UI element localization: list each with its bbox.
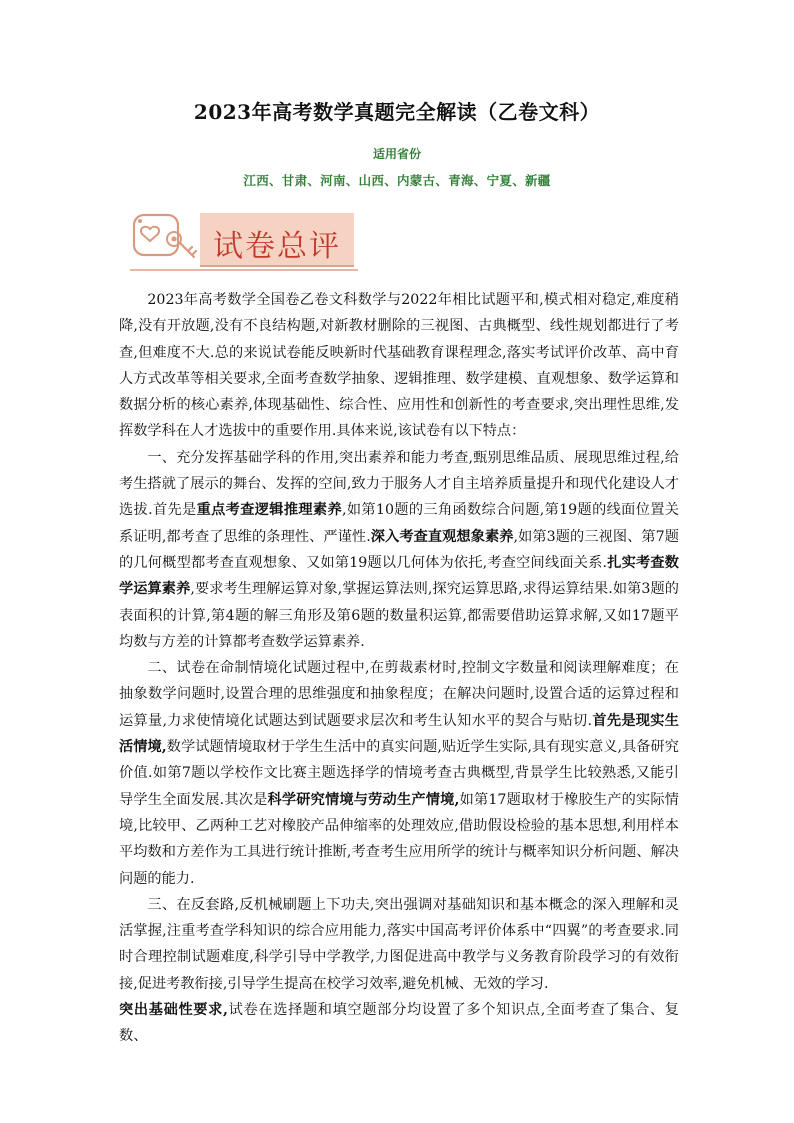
section-banner [130, 207, 360, 269]
provinces-list: 江西、甘肃、河南、山西、内蒙古、青海、宁夏、新疆 [243, 173, 551, 188]
paragraph-point-2 [119, 655, 679, 892]
emphasis-text: 首先是现实生活情境, [119, 712, 679, 756]
text-run: 试卷在选择题和填空题部分均设置了多个知识点,全面考查了集合、复数、 [119, 1002, 679, 1045]
emphasis-text: 扎实考查数学运算素养 [119, 554, 679, 598]
text-run: 如第17题取材于橡胶生产的实际情境,比较甲、乙两种工艺对橡胶产品伸缩率的处理效应,借助假设检验的基本思想,利用样本平均数和方差作为工具进行统计推断,考查考生应用所学的统计与概率知识分析问题、解决问题的能力. [119, 791, 679, 887]
section-banner-label: 试卷总评 [213, 229, 341, 264]
text-run: 二、试卷在命制情境化试题过程中,在剪裁素材时,控制文字数量和阅读理解难度；在抽象数学问题时,设置合理的思维强度和抽象程度；在解决问题时,设置合适的运算过程和运算量,力求使情境化试题达到试题要求层次和考生认知水平的契合与贴切. [119, 660, 679, 729]
body-text [119, 287, 679, 1050]
emphasis-text: 深入考查直观想象素养 [370, 528, 514, 545]
heart-key-tag-icon [130, 207, 202, 269]
emphasis-text: 突出基础性要求, [119, 1002, 228, 1019]
section-banner-underline [130, 269, 358, 271]
section-banner-box [200, 213, 354, 267]
paragraph-point-1 [119, 445, 679, 655]
emphasis-text: 重点考查逻辑推理素养 [196, 502, 342, 519]
applicable-provinces-label: 适用省份 [372, 147, 421, 161]
page-title: 2023年高考数学真题完全解读（乙卷文科） [193, 100, 601, 124]
paragraph-basics [119, 997, 679, 1050]
text-run: ,如第10题的三角函数综合问题,第19题的线面位置关系证明,都考查了思维的条理性、严谨性. [119, 502, 679, 545]
paragraph-intro: 2023年高考数学全国卷乙卷文科数学与2022年相比试题平和,模式相对稳定,难度稍降,没有开放题,没有不良结构题,对新教材删除的三视图、古典概型、线性规划都进行了考查,但难度不大.总的来说试卷能反映新时代基础教育课程理念,落实考试评价改革、高中育人方式改革等相关要求,全面考查数学抽象、逻辑推理、数学建模、直观想象、数学运算和数据分析的核心素养,体现基础性、综合性、应用性和创新性的考查要求,突出理性思维,发挥数学科在人才选拔中的重要作用.具体来说,该试卷有以下特点： [119, 292, 679, 440]
emphasis-text: 科学研究情境与劳动生产情境, [267, 791, 460, 808]
text-run: ,如第3题的三视图、第7题的几何概型都考查直观想象、又如第19题以几何体为依托,考查空间线面关系. [119, 528, 679, 571]
text-run: 一、充分发挥基础学科的作用,突出素养和能力考查,甄别思维品质、展现思维过程,给考生搭就了展示的舞台、发挥的空间,致力于服务人才自主培养质量提升和现代化建设人才选拔.首先是 [119, 449, 679, 519]
text-run: 数学试题情境取材于学生生活中的真实问题,贴近学生实际,具有现实意义,具备研究价值.如第7题以学校作文比赛主题选择学的情境考查古典概型,背景学生比较熟悉,又能引导学生全面发展.其次是 [119, 739, 679, 808]
text-run: ,要求考生理解运算对象,掌握运算法则,探究运算思路,求得运算结果.如第3题的表面积的计算,第4题的解三角形及第6题的数量积运算,都需要借助运算求解,又如17题平均数与方差的计算都考查数学运算素养. [119, 581, 679, 650]
paragraph-point-3: 三、在反套路,反机械刷题上下功夫,突出强调对基础知识和基本概念的深入理解和灵活掌握,注重考查学科知识的综合应用能力,落实中国高考评价体系中“四翼”的考查要求.同时合理控制试题难度,科学引导中学教学,力图促进高中教学与义务教育阶段学习的有效衔接,促进考教衔接,引导学生提高在校学习效率,避免机械、无效的学习. [119, 896, 679, 992]
